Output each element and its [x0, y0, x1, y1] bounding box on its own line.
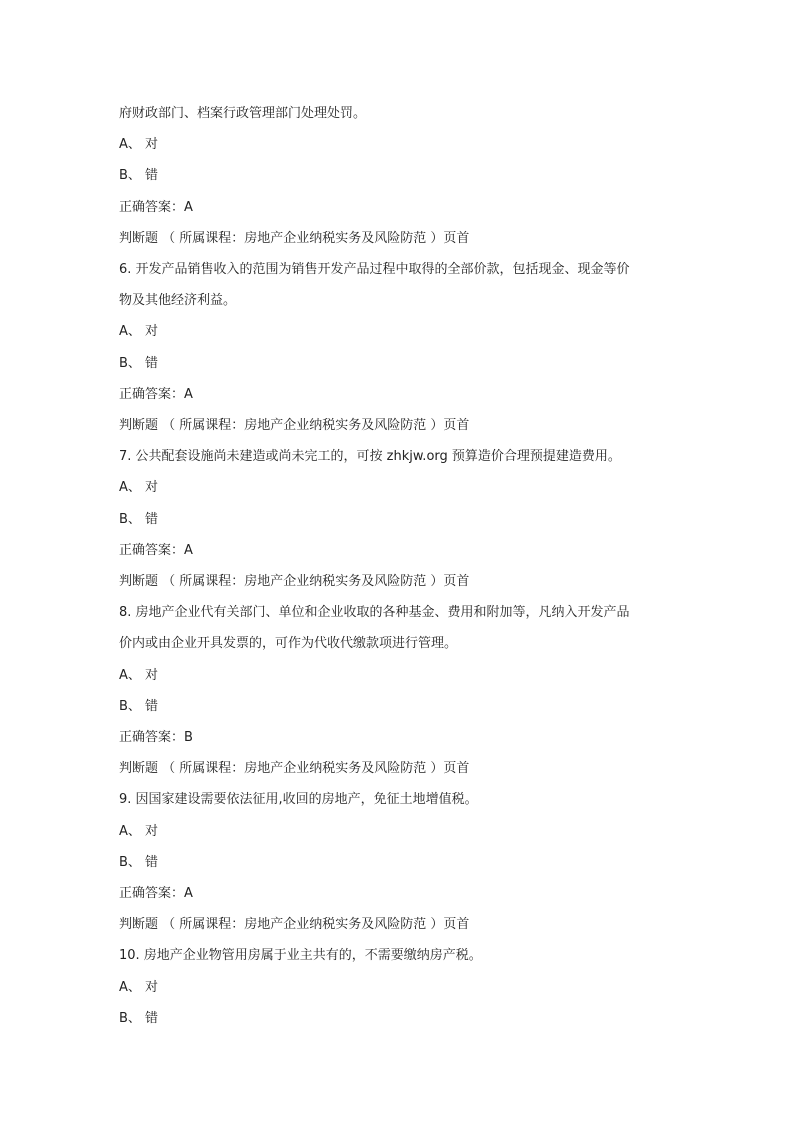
option-b: B、 错: [119, 511, 159, 527]
option-a: A、 对: [119, 480, 159, 496]
question-meta: 判断题 （ 所属课程：房地产企业纳税实务及风险防范 ）页首: [119, 230, 470, 246]
option-a: A、 对: [119, 823, 159, 839]
option-b: B、 错: [119, 168, 159, 184]
correct-answer: 正确答案：A: [119, 886, 193, 902]
question-8: [119, 597, 679, 784]
option-a: A、 对: [119, 979, 159, 995]
question-text-line: 7. 公共配套设施尚未建造或尚未完工的，可按 zhkjw.org 预算造价合理预提建造费用。: [119, 449, 621, 465]
question-7: [119, 441, 679, 597]
correct-answer: 正确答案：A: [119, 199, 193, 215]
question-continuation-text: 府财政部门、档案行政管理部门处理处罚。: [119, 106, 367, 121]
question-text-line: 9. 因国家建设需要依法征用,收回的房地产，免征土地增值税。: [119, 792, 478, 808]
option-a: A、 对: [119, 667, 159, 683]
option-b: B、 错: [119, 1010, 159, 1026]
question-meta: 判断题 （ 所属课程：房地产企业纳税实务及风险防范 ）页首: [119, 574, 470, 590]
question-meta: 判断题 （ 所属课程：房地产企业纳税实务及风险防范 ）页首: [119, 761, 470, 777]
option-a: A、 对: [119, 137, 159, 153]
document-page: [119, 98, 679, 1034]
option-b: B、 错: [119, 355, 159, 371]
question-text-line: 6. 开发产品销售收入的范围为销售开发产品过程中取得的全部价款，包括现金、现金等价: [119, 262, 630, 278]
question-text-line: 物及其他经济利益。: [119, 293, 237, 309]
question-text-line: 10. 房地产企业物管用房属于业主共有的，不需要缴纳房产税。: [119, 948, 482, 964]
option-a: A、 对: [119, 324, 159, 340]
question-9: [119, 784, 679, 940]
question-10: [119, 940, 679, 1034]
option-b: B、 错: [119, 698, 159, 714]
question-meta: 判断题 （ 所属课程：房地产企业纳税实务及风险防范 ）页首: [119, 917, 470, 933]
correct-answer: 正确答案：B: [119, 730, 193, 746]
question-text-line: 8. 房地产企业代有关部门、单位和企业收取的各种基金、费用和附加等，凡纳入开发产品: [119, 605, 630, 621]
question-meta: 判断题 （ 所属课程：房地产企业纳税实务及风险防范 ）页首: [119, 418, 470, 434]
correct-answer: 正确答案：A: [119, 542, 193, 558]
question-6: [119, 254, 679, 441]
option-b: B、 错: [119, 854, 159, 870]
question-text-line: 价内或由企业开具发票的，可作为代收代缴款项进行管理。: [119, 636, 458, 652]
correct-answer: 正确答案：A: [119, 386, 193, 402]
